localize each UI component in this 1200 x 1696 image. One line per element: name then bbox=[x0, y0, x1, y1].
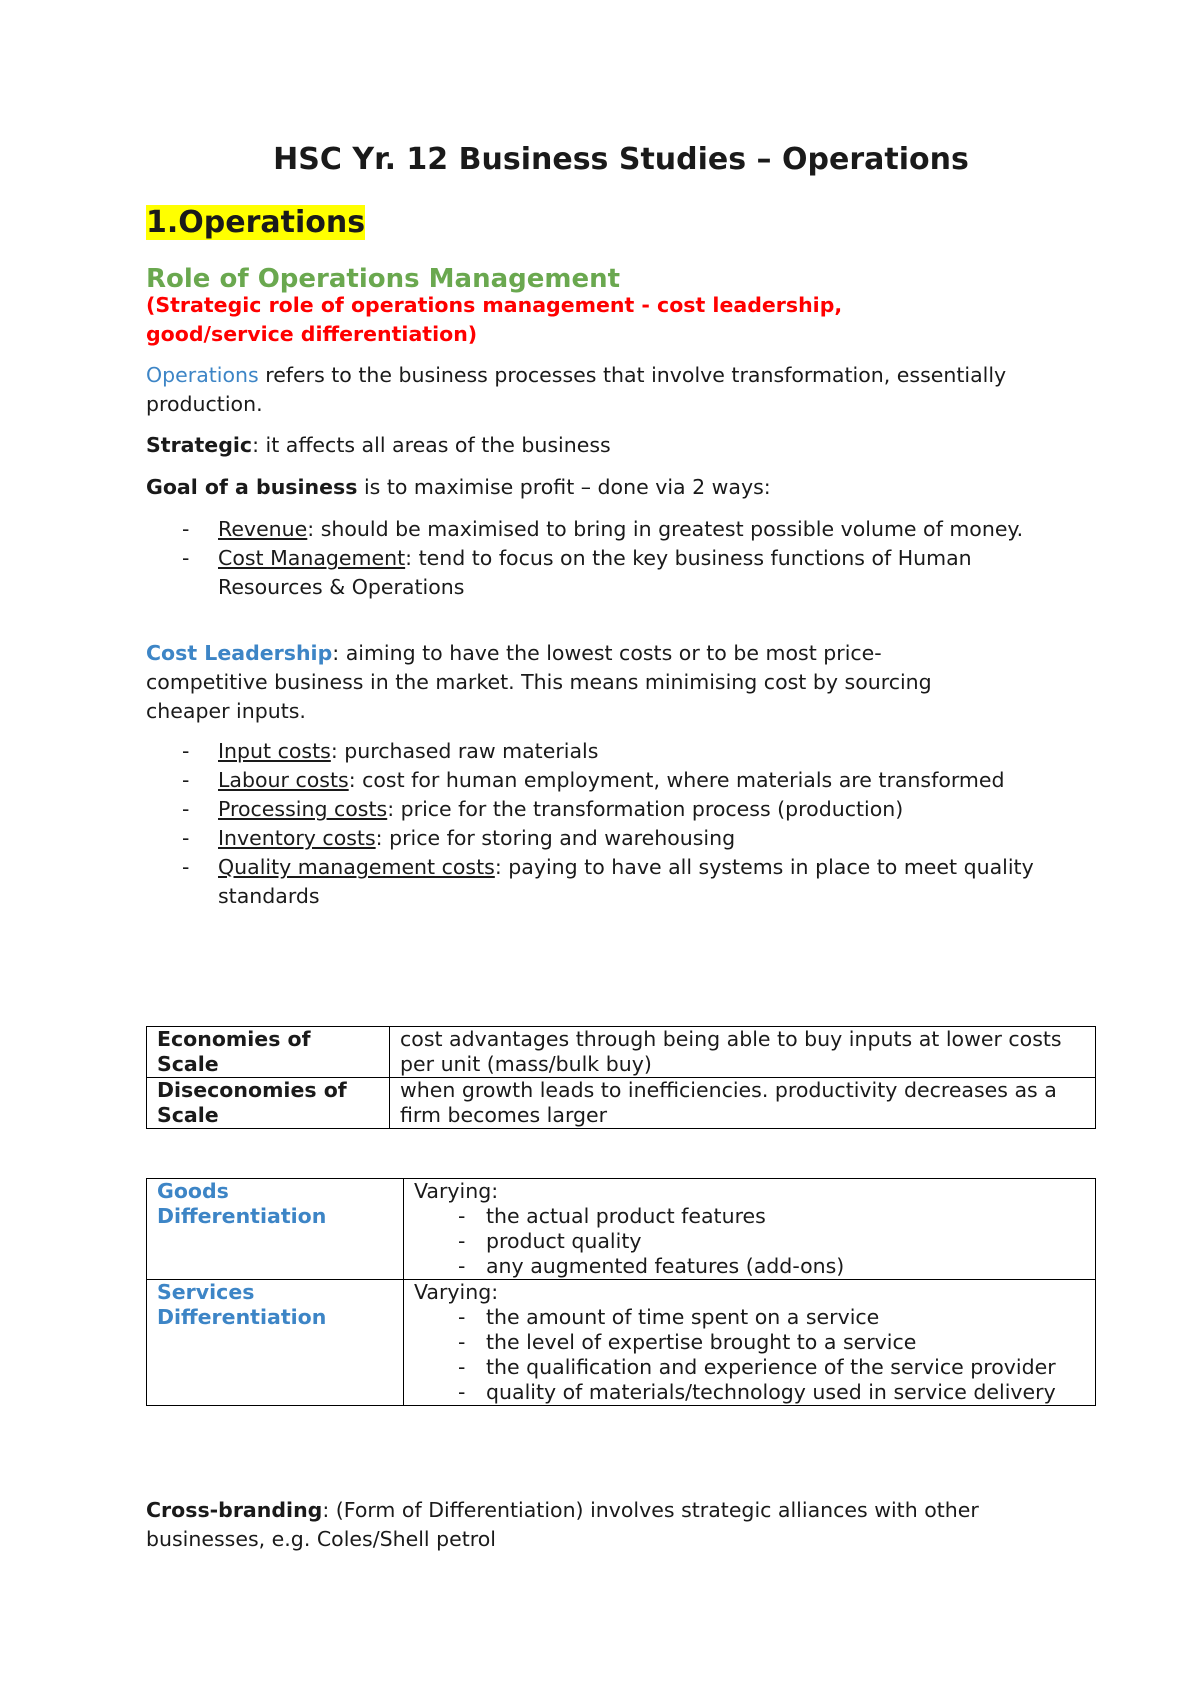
varying-label: Varying: bbox=[414, 1280, 499, 1304]
dash-bullet: - bbox=[458, 1305, 466, 1329]
list-item-text: : price for storing and warehousing bbox=[375, 826, 736, 850]
list-item-text: : paying to have all systems in place to meet quality standards bbox=[218, 855, 1034, 908]
dash-bullet: - bbox=[182, 768, 190, 792]
cross-branding-term: Cross-branding bbox=[146, 1498, 323, 1522]
table-term-cell: Diseconomies of Scale bbox=[147, 1078, 390, 1129]
dash-bullet: - bbox=[182, 855, 190, 879]
operations-term: Operations bbox=[146, 363, 259, 387]
list-item bbox=[414, 1254, 1085, 1279]
subsection-heading: Role of Operations Management bbox=[146, 264, 621, 294]
goal-term: Goal of a business bbox=[146, 475, 358, 499]
list-item bbox=[414, 1305, 1085, 1330]
list-item-term: Labour costs bbox=[218, 768, 349, 792]
list-item-term: Inventory costs bbox=[218, 826, 376, 850]
dash-bullet: - bbox=[458, 1254, 466, 1278]
list-item-text: any augmented features (add-ons) bbox=[486, 1254, 845, 1278]
cross-branding-text: : (Form of Differentiation) involves strategic alliances with other businesses, e.g. Coles/Shell petrol bbox=[146, 1498, 979, 1551]
section-heading-text: 1.Operations bbox=[146, 205, 366, 240]
table-row bbox=[147, 1027, 1096, 1078]
list-item-text: : cost for human employment, where materials are transformed bbox=[348, 768, 1005, 792]
dash-bullet: - bbox=[182, 826, 190, 850]
list-item-text: the amount of time spent on a service bbox=[486, 1305, 880, 1329]
list-item bbox=[414, 1204, 1085, 1229]
table-definition-cell bbox=[404, 1280, 1096, 1406]
table-term-cell: Services Differentiation bbox=[147, 1280, 404, 1406]
cost-leadership-definition bbox=[146, 639, 946, 726]
list-item bbox=[146, 544, 1066, 602]
dash-bullet: - bbox=[458, 1229, 466, 1253]
strategic-text: : it affects all areas of the business bbox=[252, 433, 611, 457]
list-item-text: quality of materials/technology used in service delivery bbox=[486, 1380, 1056, 1404]
cross-branding-definition bbox=[146, 1496, 1066, 1554]
dash-bullet: - bbox=[182, 739, 190, 763]
page-title: HSC Yr. 12 Business Studies – Operations bbox=[273, 142, 969, 177]
table-row bbox=[147, 1280, 1096, 1406]
table-row bbox=[147, 1179, 1096, 1280]
list-item bbox=[414, 1380, 1085, 1405]
list-item bbox=[146, 737, 1046, 766]
sub-list bbox=[414, 1305, 1085, 1405]
scale-table bbox=[146, 1026, 1096, 1129]
list-item bbox=[146, 824, 1046, 853]
strategic-term: Strategic bbox=[146, 433, 253, 457]
list-item bbox=[146, 853, 1046, 911]
cost-leadership-text: : aiming to have the lowest costs or to be most price-competitive business in the market. This means minimising cost by sourcing cheaper inputs. bbox=[146, 641, 932, 723]
cost-leadership-term: Cost Leadership bbox=[146, 641, 333, 665]
list-item-term: Revenue bbox=[218, 517, 308, 541]
differentiation-table bbox=[146, 1178, 1096, 1406]
dash-bullet: - bbox=[458, 1380, 466, 1404]
goal-text: is to maximise profit – done via 2 ways: bbox=[357, 475, 771, 499]
list-item-term: Cost Management bbox=[218, 546, 406, 570]
table-term-cell: Economies of Scale bbox=[147, 1027, 390, 1078]
sub-list bbox=[414, 1204, 1085, 1279]
section-heading bbox=[146, 204, 365, 242]
list-item-text: product quality bbox=[486, 1229, 642, 1253]
cost-list bbox=[146, 737, 1046, 911]
list-item-text: : tend to focus on the key business functions of Human Resources & Operations bbox=[218, 546, 972, 599]
varying-label: Varying: bbox=[414, 1179, 499, 1203]
list-item-text: : should be maximised to bring in greatest possible volume of money. bbox=[307, 517, 1024, 541]
list-item bbox=[414, 1355, 1085, 1380]
list-item bbox=[414, 1330, 1085, 1355]
list-item-term: Processing costs bbox=[218, 797, 388, 821]
list-item-text: the level of expertise brought to a service bbox=[486, 1330, 917, 1354]
table-term-cell: Goods Differentiation bbox=[147, 1179, 404, 1280]
dash-bullet: - bbox=[458, 1355, 466, 1379]
list-item-text: : purchased raw materials bbox=[330, 739, 599, 763]
list-item-term: Quality management costs bbox=[218, 855, 495, 879]
list-item bbox=[414, 1229, 1085, 1254]
dash-bullet: - bbox=[182, 517, 190, 541]
strategic-definition bbox=[146, 431, 1066, 460]
dash-bullet: - bbox=[458, 1204, 466, 1228]
table-row bbox=[147, 1078, 1096, 1129]
strategic-note: (Strategic role of operations management - cost leadership, good/service differentiation) bbox=[146, 293, 843, 346]
dash-bullet: - bbox=[182, 797, 190, 821]
table-definition-cell: when growth leads to inefficiencies. productivity decreases as a firm becomes larger bbox=[390, 1078, 1096, 1129]
operations-definition bbox=[146, 361, 1066, 419]
list-item bbox=[146, 515, 1066, 544]
list-item-text: the qualification and experience of the service provider bbox=[486, 1355, 1056, 1379]
list-item-term: Input costs bbox=[218, 739, 331, 763]
dash-bullet: - bbox=[458, 1330, 466, 1354]
table-definition-cell bbox=[404, 1179, 1096, 1280]
goal-definition bbox=[146, 473, 1066, 502]
list-item bbox=[146, 766, 1046, 795]
list-item bbox=[146, 795, 1046, 824]
list-item-text: the actual product features bbox=[486, 1204, 766, 1228]
dash-bullet: - bbox=[182, 546, 190, 570]
list-item-text: : price for the transformation process (production) bbox=[387, 797, 904, 821]
table-definition-cell: cost advantages through being able to buy inputs at lower costs per unit (mass/bulk buy) bbox=[390, 1027, 1096, 1078]
operations-text: refers to the business processes that involve transformation, essentially production. bbox=[146, 363, 1007, 416]
goal-list bbox=[146, 515, 1066, 602]
